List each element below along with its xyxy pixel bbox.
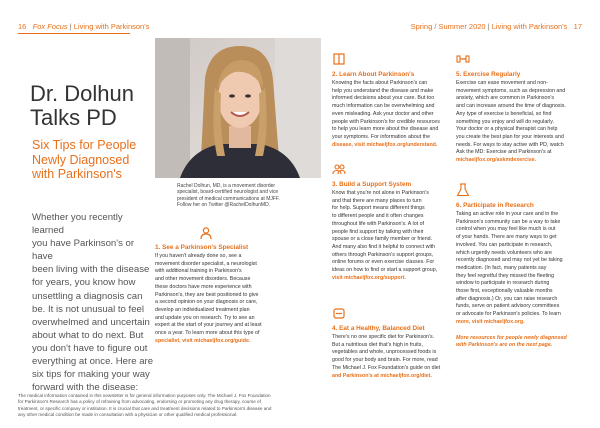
body-line: spouse or a close family member or friend.	[332, 236, 433, 243]
food-icon	[332, 306, 346, 320]
section-heading: 6. Participate in Research	[456, 202, 534, 209]
body-line: much information can be overwhelming and	[332, 103, 435, 110]
body-line: anxiety, which are common in Parkinson's	[456, 95, 555, 102]
dumbbell-icon	[456, 52, 470, 66]
disclaimer-line: any other medical condition be made in consultation with a physician or other qualified medical professional.	[18, 412, 238, 418]
article-subtitle	[32, 138, 136, 182]
right-page-number: 17	[573, 22, 582, 31]
body-line: Knowing the facts about Parkinson's can	[332, 80, 428, 86]
body-line: others through Parkinson's support groups,	[332, 251, 434, 258]
body-line: movement symptoms, such as depression and	[456, 87, 566, 94]
article-title	[30, 82, 134, 130]
section-5	[456, 71, 582, 165]
subtitle-line: with Parkinson's	[32, 167, 122, 181]
left-header-separator: |	[69, 22, 72, 31]
body-line: you create the best plan for your interests and	[456, 133, 564, 140]
body-line: to help you learn more about the disease and	[332, 126, 439, 133]
caption-line: Follow her on Twitter @RachelDolhunMD.	[177, 202, 271, 209]
right-header-separator: |	[487, 22, 490, 31]
body-line: expert at the start of your journey and at least	[155, 322, 262, 329]
section-heading: 4. Eat a Healthy, Balanced Diet	[332, 325, 425, 332]
body-line: good for your body and brain. For more, read	[332, 357, 438, 364]
body-line[interactable]: visit michaeljfox.org/support.	[332, 274, 406, 281]
medical-disclaimer	[18, 393, 318, 419]
body-line: involved. You can participate in research,	[456, 241, 553, 248]
right-season: Spring / Summer 2020	[410, 22, 486, 31]
caption-line: president of medical communications at MJFF.	[177, 195, 280, 202]
body-line: funds, serve on patient advisory committees	[456, 303, 560, 310]
body-line: control when you may feel like much is out	[456, 226, 556, 233]
body-line: throughout life with Parkinson's. A lot of	[332, 220, 424, 227]
section-6	[456, 202, 582, 350]
body-line: online forums or even exercise classes. For	[332, 259, 435, 266]
body-line: these doctors have more experience with	[155, 283, 252, 290]
intro-line: you have Parkinson's or have	[32, 238, 135, 263]
body-line[interactable]: michaeljfox.org/askmdexercise.	[456, 157, 537, 164]
section-heading: 2. Learn About Parkinson's	[332, 71, 415, 78]
body-line: Any type of exercise is beneficial, so find	[456, 110, 552, 117]
body-line: If you haven't already done so, see a	[155, 253, 242, 259]
section-body	[155, 253, 327, 345]
body-line: after diagnosis.) Or, you can raise research	[456, 295, 558, 302]
body-line[interactable]: more, visit michaeljfox.org.	[456, 318, 525, 325]
section-heading: 3. Build a Support System	[332, 181, 412, 188]
body-line: to different people and it often changes	[332, 213, 424, 220]
body-line: There's no one specific diet for Parkinson's.	[332, 334, 435, 340]
intro-line: overwhelmed and uncertain	[32, 316, 150, 328]
body-line: a second opinion on your diagnosis or care,	[155, 299, 258, 306]
body-line: And many also find it helpful to connect with	[332, 243, 436, 250]
section-1	[155, 244, 327, 345]
intro-line: about what to do next. But	[32, 329, 144, 341]
disclaimer-line: treatment, or specific company or institution. It is crucial that care and treatment decisions related to Parkinson's disease and	[18, 405, 272, 411]
intro-line: been living with the disease	[32, 264, 150, 276]
body-line: needs. For ways to stay active with PD, watch	[456, 141, 564, 148]
section-2	[332, 71, 452, 149]
left-header-rule	[18, 33, 130, 34]
note-line: with Parkinson's are on the next page.	[456, 342, 553, 349]
body-line: The Michael J. Fox Foundation's guide on diet	[332, 364, 441, 371]
book-icon	[332, 52, 346, 66]
section-4	[332, 325, 452, 380]
disclaimer-line: The medical information contained in this newsletter is for general information purposes only. The Michael J. Fox Foundation	[18, 393, 271, 398]
section-3	[332, 181, 452, 282]
people-icon	[332, 162, 346, 176]
body-line: informed decisions about your care. But too	[332, 95, 435, 102]
body-line: vegetables and whole, unprocessed foods is	[332, 349, 437, 356]
doctor-icon	[199, 226, 213, 240]
intro-line: Whether you recently learned	[32, 212, 123, 237]
body-line: or advocate for Parkinson's policies. To learn	[456, 311, 561, 318]
body-line: even misleading. Ask your doctor and other	[332, 110, 434, 117]
intro-line: forward with the disease:	[32, 382, 139, 394]
body-line[interactable]: disease, visit michaeljfox.org/understand.	[332, 141, 438, 148]
section-body	[456, 80, 582, 165]
disclaimer-line: for Parkinson's Research has a policy of refraining from advocating, endorsing or promoting any drug therapy, course of	[18, 399, 261, 405]
body-line: and other movement disorders. Because	[155, 276, 251, 283]
left-publication-name: Fox Focus	[32, 22, 68, 31]
body-line: which urgently needs volunteers who are	[456, 249, 552, 256]
body-line: Parkinson's, they are best positioned to give	[155, 291, 259, 298]
body-line: But a nutritious diet that's high in fruits,	[332, 341, 423, 348]
body-line: develop an individualized treatment plan	[155, 306, 250, 313]
body-line: those first, exceptionally valuable months	[456, 288, 553, 295]
portrait-photo	[155, 38, 321, 178]
section-heading: 1. See a Parkinson's Specialist	[155, 244, 249, 251]
caption-line: Rachel Dolhun, MD, is a movement disorder	[177, 183, 276, 189]
body-line: Taking an active role in your care and in the	[456, 211, 559, 217]
body-line: your symptoms. For information about the	[332, 133, 431, 140]
section-heading: 5. Exercise Regularly	[456, 71, 521, 78]
body-line: people find support by talking with their	[332, 228, 424, 235]
more-resources-note	[456, 335, 582, 350]
section-body	[456, 211, 582, 327]
left-page-number: 16	[18, 22, 27, 31]
intro-line: be. It is not unusual to feel	[32, 303, 145, 315]
right-section-name: Living with Parkinson's	[491, 22, 568, 31]
body-line: they feel regretful they missed the fleeting	[456, 272, 555, 279]
body-line: medication. (In fact, many patients say	[456, 264, 547, 271]
body-line: something you enjoy and will do regularly.	[456, 118, 554, 125]
body-line: and can increase around the time of diagnosis.	[456, 103, 566, 110]
section-body	[332, 190, 452, 282]
caption-line: specialist, board-certified neurologist and vice	[177, 189, 279, 196]
body-line: movement disorder specialist, a neurologist	[155, 260, 257, 267]
body-line: once a year. To learn more about this type of	[155, 330, 260, 337]
left-section-name: Living with Parkinson's	[73, 22, 150, 31]
body-line: Exercise can ease movement and non-	[456, 80, 548, 86]
body-line: window to participate in research during	[456, 280, 550, 287]
body-line: with additional training in Parkinson's	[155, 268, 242, 275]
body-line: Parkinson's community can be a way to take	[456, 218, 561, 225]
body-line: Your doctor or a physical therapist can help	[456, 126, 558, 133]
title-line: Dr. Dolhun	[30, 81, 134, 106]
intro-line: everything at once. Here are	[32, 356, 154, 368]
subtitle-line: Six Tips for People	[32, 138, 137, 152]
intro-line: you don't have to figure out	[32, 342, 148, 354]
body-line: help you understand the disease and make	[332, 87, 434, 94]
body-line: and update you on research. Try to see an	[155, 314, 255, 321]
left-page-header	[18, 22, 149, 31]
subtitle-line: Newly Diagnosed	[32, 152, 130, 167]
body-line: recently diagnosed and may not yet be taking	[456, 257, 563, 264]
section-body	[332, 334, 452, 380]
research-icon	[456, 183, 470, 197]
intro-paragraph	[32, 211, 156, 394]
photo-caption	[177, 183, 337, 209]
body-line: Know that you're not alone in Parkinson's	[332, 190, 429, 196]
body-line: Ask the MD: Exercise and Parkinson's at	[456, 149, 552, 156]
body-line: of your hands. There are many ways to get	[456, 234, 557, 241]
note-line: More resources for people newly diagnosed	[456, 334, 567, 341]
intro-line: unsettling a diagnosis can	[32, 290, 143, 302]
body-line[interactable]: and Parkinson's at michaeljfox.org/diet.	[332, 372, 432, 379]
section-body	[332, 80, 452, 149]
body-line: for help. Support means different things	[332, 205, 425, 212]
body-line[interactable]: specialist, visit michaeljfox.org/guide.	[155, 337, 251, 344]
intro-line: six tips for making your way	[32, 369, 150, 381]
body-line: people with Parkinson's for credible resources	[332, 118, 440, 125]
title-line: Talks PD	[30, 105, 117, 130]
body-line: and that there are many places to turn	[332, 197, 422, 204]
right-page-header	[411, 22, 582, 31]
body-line: ideas on how to find or start a support group,	[332, 267, 438, 274]
intro-line: for years, you know how	[32, 277, 136, 289]
